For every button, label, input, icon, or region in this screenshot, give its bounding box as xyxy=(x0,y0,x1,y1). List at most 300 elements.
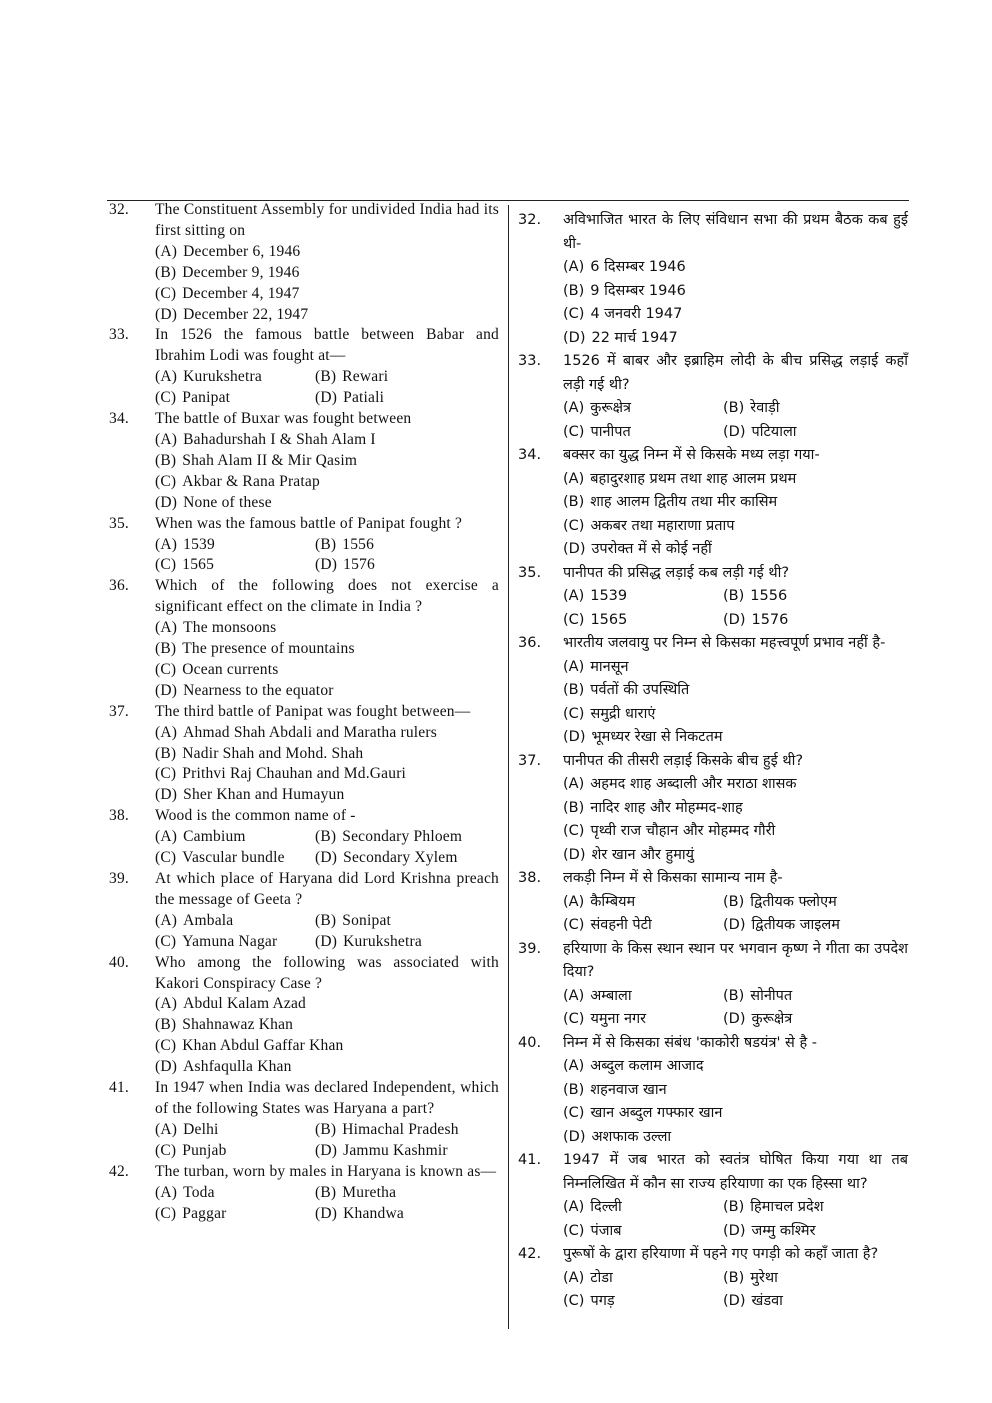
question-text: लकड़ी निम्न में से किसका सामान्य नाम है- xyxy=(563,870,783,886)
option-item xyxy=(155,681,499,702)
question-item xyxy=(516,750,908,868)
option-text: December 4, 1947 xyxy=(182,284,300,302)
options-list xyxy=(155,1183,499,1225)
option-text: 6 दिसम्बर 1946 xyxy=(590,259,686,275)
option-label: (A) xyxy=(155,619,178,637)
question-item xyxy=(516,350,908,444)
option-text: Vascular bundle xyxy=(182,849,285,867)
question-number: 35. xyxy=(518,564,542,581)
option-label: (C) xyxy=(563,917,585,933)
question-number: 40. xyxy=(109,953,129,971)
option-label: (D) xyxy=(723,611,746,628)
option-text: Khandwa xyxy=(343,1204,404,1222)
option-text: 1556 xyxy=(750,588,788,604)
option-text: 1576 xyxy=(343,556,375,574)
options-list xyxy=(563,656,908,750)
option-item xyxy=(155,305,499,326)
column-divider xyxy=(508,205,509,1329)
option-text: Nearness to the equator xyxy=(183,681,334,699)
option-text: उपरोक्त में से कोई नहीं xyxy=(591,541,712,557)
question-text: 1526 में बाबर और इब्राहिम लोदी के बीच प्रसिद्ध लड़ाई कहाँ लड़ी गई थी? xyxy=(563,353,908,393)
option-item xyxy=(723,985,908,1009)
option-text: अशफाक उल्ला xyxy=(591,1128,672,1145)
question-item xyxy=(516,1032,908,1150)
question-item xyxy=(516,867,908,938)
question-number: 38. xyxy=(518,870,542,886)
option-label: (B) xyxy=(723,1199,745,1215)
option-item xyxy=(155,1036,499,1057)
option-item xyxy=(723,891,908,915)
option-item xyxy=(563,844,908,868)
option-item xyxy=(563,468,908,492)
option-label: (A) xyxy=(155,995,178,1013)
option-item xyxy=(563,679,908,703)
option-text: Yamuna Nagar xyxy=(182,932,278,950)
option-item xyxy=(563,726,908,750)
question-item xyxy=(107,576,499,701)
question-text: पुरूषों के द्वारा हरियाणा में पहने गए पगड़ी को कहाँ जाता है? xyxy=(563,1246,879,1262)
question-text: पानीपत की तीसरी लड़ाई किसके बीच हुई थी? xyxy=(563,752,804,769)
option-label: (D) xyxy=(155,681,178,699)
option-item xyxy=(563,1196,723,1220)
question-text: Who among the following was associated with Kakori Conspiracy Case ? xyxy=(155,953,499,992)
option-text: Bahadurshah I & Shah Alam I xyxy=(183,430,376,448)
option-text: 4 जनवरी 1947 xyxy=(590,306,683,322)
option-text: December 9, 1946 xyxy=(182,263,300,281)
option-text: Punjab xyxy=(182,1141,227,1159)
option-item xyxy=(155,994,499,1015)
option-text: 1576 xyxy=(751,611,789,628)
option-item xyxy=(563,515,908,539)
option-text: कुरूक्षेत्र xyxy=(751,1011,793,1027)
option-item xyxy=(315,932,499,953)
question-text: The third battle of Panipat was fought between— xyxy=(155,702,471,720)
option-text: Ocean currents xyxy=(182,660,279,678)
options-list xyxy=(563,773,908,867)
option-item xyxy=(155,764,499,785)
option-text: Shah Alam II & Mir Qasim xyxy=(182,451,358,469)
option-label: (C) xyxy=(155,389,177,407)
option-label: (B) xyxy=(155,744,177,762)
question-number: 39. xyxy=(109,870,129,887)
option-label: (C) xyxy=(155,932,177,950)
option-item xyxy=(563,1126,908,1150)
option-item xyxy=(315,555,499,576)
option-text: Toda xyxy=(183,1183,215,1201)
option-text: Delhi xyxy=(183,1120,219,1138)
option-item xyxy=(315,535,499,556)
question-item xyxy=(516,562,908,633)
question-text: In 1947 when India was declared Independent, which of the following States was Haryana a part? xyxy=(155,1079,499,1117)
options-list xyxy=(563,585,908,632)
option-item xyxy=(155,744,499,765)
question-item xyxy=(516,1243,908,1314)
option-item xyxy=(563,1079,908,1103)
option-text: 1539 xyxy=(183,535,215,553)
options-list xyxy=(155,367,499,409)
option-label: (D) xyxy=(723,1011,746,1027)
option-item xyxy=(563,397,723,421)
option-label: (B) xyxy=(723,987,745,1004)
option-item xyxy=(563,609,723,633)
option-label: (B) xyxy=(315,535,337,553)
option-text: Secondary Phloem xyxy=(342,828,463,846)
option-label: (C) xyxy=(155,660,177,678)
option-label: (D) xyxy=(563,329,586,346)
option-label: (B) xyxy=(563,282,585,299)
option-label: (A) xyxy=(155,535,178,553)
question-item xyxy=(107,325,499,409)
options-list xyxy=(563,1267,908,1314)
question-number: 39. xyxy=(518,940,542,957)
option-text: Ashfaqulla Khan xyxy=(183,1058,292,1076)
option-item xyxy=(155,472,499,493)
question-item xyxy=(107,1162,499,1225)
option-item xyxy=(723,421,908,445)
option-item xyxy=(155,1204,315,1225)
option-label: (D) xyxy=(315,849,338,867)
question-text: बक्सर का युद्ध निम्न में से किसके मध्य लड़ा गया- xyxy=(563,447,820,463)
option-label: (B) xyxy=(315,911,337,929)
option-label: (A) xyxy=(563,470,585,487)
options-list xyxy=(155,994,499,1078)
option-text: 9 दिसम्बर 1946 xyxy=(590,282,686,299)
question-item xyxy=(107,1078,499,1162)
question-number: 32. xyxy=(109,201,129,218)
question-text: In 1526 the famous battle between Babar and Ibrahim Lodi was fought at— xyxy=(155,326,499,365)
option-text: Panipat xyxy=(182,389,231,407)
option-item xyxy=(155,388,315,409)
option-item xyxy=(723,1220,908,1244)
option-label: (D) xyxy=(723,423,746,440)
option-item xyxy=(563,327,908,351)
option-item xyxy=(155,367,315,388)
option-item xyxy=(315,388,499,409)
option-label: (A) xyxy=(563,1269,585,1286)
option-label: (A) xyxy=(155,430,178,448)
option-item xyxy=(723,1267,908,1291)
option-text: संवहनी पेटी xyxy=(590,917,652,933)
question-text: अविभाजित भारत के लिए संविधान सभा की प्रथम बैठक कब हुई थी- xyxy=(563,212,908,252)
option-item xyxy=(155,430,499,451)
question-text: The turban, worn by males in Haryana is known as— xyxy=(155,1162,497,1180)
option-text: टोडा xyxy=(590,1269,613,1286)
question-number: 40. xyxy=(518,1034,542,1051)
option-label: (B) xyxy=(563,1081,585,1098)
option-item xyxy=(563,985,723,1009)
option-label: (D) xyxy=(563,541,586,557)
option-text: Secondary Xylem xyxy=(343,849,458,867)
question-number: 38. xyxy=(109,807,129,825)
option-item xyxy=(155,493,499,514)
question-item xyxy=(516,632,908,750)
options-list xyxy=(563,1055,908,1149)
option-label: (B) xyxy=(315,1183,337,1201)
options-list xyxy=(155,911,499,953)
option-item xyxy=(723,1290,908,1314)
question-number: 41. xyxy=(109,1079,129,1097)
option-item xyxy=(155,1015,499,1036)
options-list xyxy=(155,430,499,514)
question-text: At which place of Haryana did Lord Krishna preach the message of Geeta ? xyxy=(155,870,499,908)
question-text: The Constituent Assembly for undivided India had its first sitting on xyxy=(155,201,499,239)
option-label: (A) xyxy=(155,911,178,929)
option-item xyxy=(155,932,315,953)
option-label: (A) xyxy=(155,1120,178,1138)
option-item xyxy=(563,421,723,445)
option-item xyxy=(155,639,499,660)
question-text: भारतीय जलवायु पर निम्न से किसका महत्त्वपूर्ण प्रभाव नहीं है- xyxy=(563,635,886,651)
question-number: 36. xyxy=(109,577,129,595)
option-item xyxy=(563,491,908,515)
option-label: (B) xyxy=(315,368,337,386)
option-label: (C) xyxy=(563,1293,585,1309)
option-label: (D) xyxy=(315,556,338,574)
option-label: (B) xyxy=(315,1120,337,1138)
option-label: (A) xyxy=(563,259,585,275)
option-text: The monsoons xyxy=(183,619,277,637)
option-label: (D) xyxy=(563,1128,586,1145)
option-label: (C) xyxy=(563,823,585,839)
option-item xyxy=(563,656,908,680)
option-label: (B) xyxy=(155,640,177,658)
option-text: खंडवा xyxy=(751,1293,783,1309)
option-text: December 22, 1947 xyxy=(183,305,309,323)
option-label: (D) xyxy=(315,932,338,950)
option-text: Abdul Kalam Azad xyxy=(183,995,306,1013)
option-label: (C) xyxy=(563,1222,585,1239)
option-item xyxy=(723,914,908,938)
options-list xyxy=(155,1120,499,1162)
option-text: द्वितीयक फ्लोएम xyxy=(750,893,837,910)
option-item xyxy=(563,303,908,327)
option-label: (C) xyxy=(155,556,177,574)
option-text: मानसून xyxy=(590,658,629,675)
question-number: 37. xyxy=(518,752,542,769)
option-item xyxy=(563,1055,908,1079)
option-text: द्वितीयक जाइलम xyxy=(751,917,840,933)
option-item xyxy=(315,367,499,388)
question-item xyxy=(107,953,499,1078)
question-number: 34. xyxy=(518,447,542,463)
question-item xyxy=(107,869,499,953)
option-item xyxy=(155,723,499,744)
option-text: 1539 xyxy=(590,588,628,604)
option-text: खान अब्दुल गफ्फार खान xyxy=(590,1105,723,1121)
option-text: अकबर तथा महाराणा प्रताप xyxy=(590,517,735,534)
option-text: Ambala xyxy=(183,911,234,929)
question-number: 37. xyxy=(109,702,129,720)
option-label: (C) xyxy=(563,1105,585,1121)
option-label: (C) xyxy=(155,284,177,302)
question-item xyxy=(516,1149,908,1243)
option-label: (A) xyxy=(563,987,585,1004)
options-list xyxy=(155,242,499,326)
english-questions-column xyxy=(107,200,499,1224)
option-item xyxy=(155,284,499,305)
option-text: मुरेथा xyxy=(750,1269,778,1286)
option-label: (C) xyxy=(155,765,177,783)
option-text: Ahmad Shah Abdali and Maratha rulers xyxy=(183,723,437,741)
option-item xyxy=(155,911,315,932)
option-text: जम्मु कश्मिर xyxy=(751,1222,816,1239)
question-text: Wood is the common name of - xyxy=(155,807,356,825)
question-item xyxy=(516,209,908,350)
option-label: (B) xyxy=(563,799,585,816)
option-label: (A) xyxy=(563,893,585,910)
option-label: (D) xyxy=(723,1293,746,1309)
option-label: (B) xyxy=(315,828,337,846)
question-item xyxy=(107,806,499,869)
option-item xyxy=(563,1267,723,1291)
option-label: (A) xyxy=(563,1058,585,1074)
option-label: (D) xyxy=(315,1204,338,1222)
option-text: December 6, 1946 xyxy=(183,242,301,260)
option-text: बहादुरशाह प्रथम तथा शाह आलम प्रथम xyxy=(590,470,797,487)
question-number: 36. xyxy=(518,635,542,651)
option-text: पृथ्वी राज चौहान और मोहम्मद गौरी xyxy=(590,823,776,839)
option-text: Nadir Shah and Mohd. Shah xyxy=(182,744,364,762)
option-item xyxy=(563,256,908,280)
option-text: Cambium xyxy=(183,828,246,846)
option-text: शेर खान और हुमायुं xyxy=(591,846,695,863)
option-text: Patiali xyxy=(343,389,385,407)
option-item xyxy=(155,827,315,848)
options-list xyxy=(563,891,908,938)
option-item xyxy=(155,1141,315,1162)
option-item xyxy=(563,538,908,562)
option-label: (B) xyxy=(155,1016,177,1034)
option-text: भूमध्यर रेखा से निकटतम xyxy=(591,729,723,745)
option-label: (C) xyxy=(563,306,585,322)
option-text: पंजाब xyxy=(590,1222,622,1239)
options-list xyxy=(563,256,908,350)
option-item xyxy=(563,585,723,609)
question-number: 33. xyxy=(109,326,129,344)
option-item xyxy=(155,1057,499,1078)
option-text: Muretha xyxy=(342,1183,397,1201)
option-label: (B) xyxy=(723,400,745,416)
option-text: सोनीपत xyxy=(750,987,793,1004)
option-item xyxy=(563,1008,723,1032)
option-item xyxy=(563,773,908,797)
option-item xyxy=(563,914,723,938)
option-text: Akbar & Rana Pratap xyxy=(182,472,320,490)
question-item xyxy=(107,409,499,514)
option-text: शाह आलम द्वितीय तथा मीर कासिम xyxy=(590,494,778,510)
option-label: (D) xyxy=(155,493,178,511)
option-item xyxy=(155,785,499,806)
option-item xyxy=(155,1120,315,1141)
hindi-questions-column xyxy=(516,209,908,1314)
option-label: (D) xyxy=(315,389,338,407)
option-label: (D) xyxy=(155,786,178,804)
option-item xyxy=(315,827,499,848)
option-text: रेवाड़ी xyxy=(750,400,780,416)
option-text: पर्वतों की उपस्थिति xyxy=(590,682,690,698)
options-list xyxy=(563,397,908,444)
option-text: शहनवाज खान xyxy=(590,1081,667,1098)
question-item xyxy=(516,444,908,562)
option-label: (A) xyxy=(155,242,178,260)
option-label: (C) xyxy=(155,849,177,867)
option-text: 1565 xyxy=(590,611,628,628)
option-text: अहमद शाह अब्दाली और मराठा शासक xyxy=(590,776,797,792)
option-label: (C) xyxy=(563,517,585,534)
option-text: 1565 xyxy=(182,556,215,574)
question-text: हरियाणा के किस स्थान स्थान पर भगवान कृष्ण ने गीता का उपदेश दिया? xyxy=(563,940,908,980)
option-item xyxy=(155,660,499,681)
option-item xyxy=(155,848,315,869)
option-label: (C) xyxy=(563,705,585,722)
option-label: (A) xyxy=(155,828,178,846)
options-list xyxy=(155,535,499,577)
options-list xyxy=(155,723,499,807)
option-label: (C) xyxy=(563,611,585,628)
question-number: 42. xyxy=(518,1246,542,1262)
option-item xyxy=(563,1102,908,1126)
option-text: 22 मार्च 1947 xyxy=(591,329,678,346)
option-label: (A) xyxy=(563,658,585,675)
option-label: (A) xyxy=(155,1183,178,1201)
option-label: (D) xyxy=(315,1141,338,1159)
question-item xyxy=(107,200,499,325)
option-text: पटियाला xyxy=(751,423,797,440)
option-text: हिमाचल प्रदेश xyxy=(750,1199,824,1215)
option-label: (A) xyxy=(563,588,585,604)
option-item xyxy=(155,263,499,284)
option-text: Rewari xyxy=(342,368,389,386)
options-list xyxy=(155,618,499,702)
question-number: 34. xyxy=(109,410,129,428)
option-item xyxy=(723,1008,908,1032)
options-list xyxy=(563,1196,908,1243)
option-text: Sher Khan and Humayun xyxy=(183,786,345,804)
question-number: 41. xyxy=(518,1152,542,1168)
option-text: Paggar xyxy=(182,1204,227,1222)
option-item xyxy=(315,1141,499,1162)
option-label: (A) xyxy=(563,1199,585,1215)
option-item xyxy=(723,585,908,609)
question-number: 32. xyxy=(518,212,542,228)
option-label: (C) xyxy=(563,423,585,440)
option-item xyxy=(563,797,908,821)
option-item xyxy=(563,1290,723,1314)
question-item xyxy=(107,514,499,577)
option-text: The presence of mountains xyxy=(182,640,355,658)
option-text: Jammu Kashmir xyxy=(343,1141,448,1159)
options-list xyxy=(155,827,499,869)
option-label: (D) xyxy=(155,305,178,323)
option-text: None of these xyxy=(183,493,272,511)
option-label: (B) xyxy=(723,893,745,910)
option-item xyxy=(155,1183,315,1204)
option-item xyxy=(723,609,908,633)
option-item xyxy=(723,1196,908,1220)
option-text: Sonipat xyxy=(342,911,392,929)
option-text: यमुना नगर xyxy=(590,1011,647,1027)
option-label: (B) xyxy=(563,494,585,510)
question-text: पानीपत की प्रसिद्ध लड़ाई कब लड़ी गई थी? xyxy=(563,564,790,581)
option-text: नादिर शाह और मोहम्मद-शाह xyxy=(590,799,743,816)
option-label: (A) xyxy=(155,723,178,741)
option-item xyxy=(315,911,499,932)
option-label: (B) xyxy=(155,263,177,281)
option-label: (D) xyxy=(155,1058,178,1076)
option-label: (A) xyxy=(563,776,585,792)
option-text: कैम्बियम xyxy=(590,893,636,910)
question-number: 42. xyxy=(109,1162,129,1180)
